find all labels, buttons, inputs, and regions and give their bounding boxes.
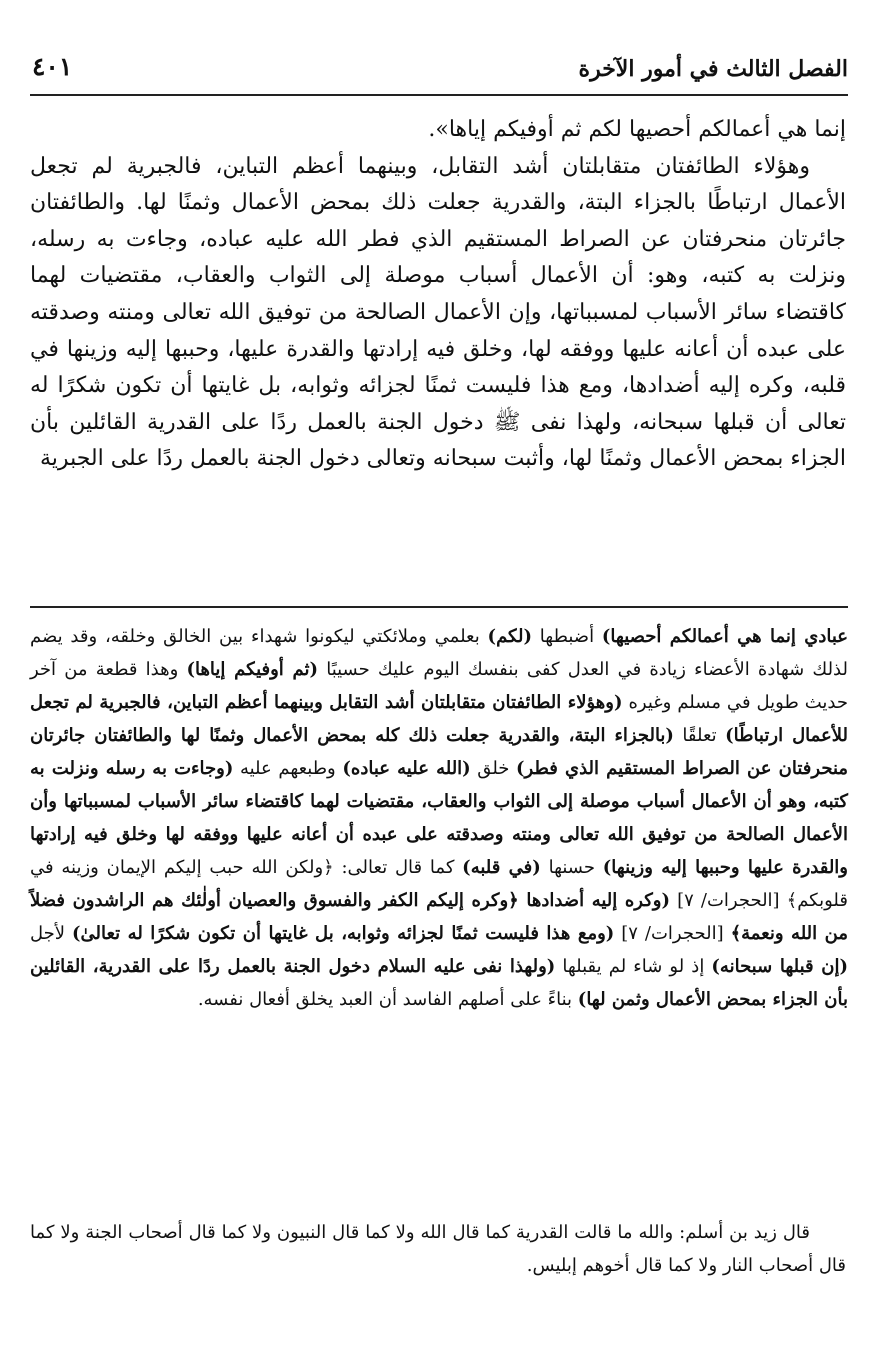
commentary-sharh-segment: [الحجرات/ ٧] — [614, 923, 731, 944]
commentary-matn-segment: (وجاءت به رسله ونزلت به كتبه، وهو أن الأعمال أسباب موصلة إلى الثواب والعقاب، مقتضيات لهما كاقتضاء سائر الأسباب لمسبباتها وأن الأعمال الصالحة من توفيق الله تعالى ومنته وصدقته على عبده أن أعانه عليها ووفقه لها وخلق فيه إرادتها والقدرة عليها وحببها إليه وزينها) — [30, 758, 848, 878]
commentary-matn-segment: (ومع هذا فليست ثمنًا لجزائه وثوابه، بل غايتها أن تكون شكرًا له تعالىٰ) — [71, 923, 615, 944]
running-header — [30, 50, 848, 90]
commentary-sharh-segment: إذ لو شاء لم يقبلها — [555, 956, 712, 977]
commentary-sharh-segment: تعلقًا — [673, 725, 726, 746]
quote-paragraph: قال زيد بن أسلم: والله ما قالت القدرية كما قال الله ولا كما قال النبيون ولا كما قال أصحاب الجنة ولا كما قال أصحاب النار ولا كما قال أخوهم إبليس. — [30, 1222, 846, 1276]
commentary-matn-segment: (ولهذا نفى عليه السلام دخول الجنة بالعمل ردًا على القدرية، القائلين بأن الجزاء بمحض الأعمال وثمن لها) — [30, 956, 848, 1010]
commentary — [30, 620, 848, 1016]
chapter-title: الفصل الثالث في أمور الآخرة — [578, 56, 848, 82]
commentary-matn-segment: (بالجزاء البتة، والقدرية جعلت ذلك كله بمحض الأعمال وثمنًا لها والطائفتان جائرتان منحرفتان عن الصراط المستقيم الذي فطر) — [30, 725, 849, 779]
page-number: ٤٠١ — [32, 52, 73, 81]
commentary-matn-segment: (في قلبه) — [462, 857, 541, 878]
commentary-paragraph — [30, 620, 848, 1016]
main-text — [30, 112, 846, 478]
commentary-matn-segment: (وهؤلاء الطائفتان متقابلتان أشد التقابل وبينهما أعظم التباين، فالجبرية لم تجعل للأعمال ارتباطًا) — [30, 692, 849, 746]
commentary-sharh-segment: حسنها — [540, 857, 603, 878]
commentary-sharh-segment: أضبطها — [531, 626, 602, 647]
footnote-rule — [30, 606, 848, 608]
commentary-sharh-segment: بناءً على أصلهم الفاسد أن العبد يخلق أفعال نفسه. — [197, 989, 578, 1010]
commentary-sharh-segment: خلق — [470, 758, 517, 779]
commentary-sharh-segment: وطبعهم عليه — [233, 758, 343, 779]
commentary-matn-segment: عبادي إنما هي أعمالكم أحصيها) — [601, 626, 848, 647]
commentary-matn-segment: (الله عليه عباده) — [342, 758, 471, 779]
commentary-sharh-segment: كما قال تعالى: ﴿ولكن الله حبب إليكم الإيمان وزينه في قلوبكم﴾ [الحجرات/ ٧] — [30, 857, 848, 911]
main-paragraph: إنما هي أعمالكم أحصيها لكم ثم أوفيكم إياها». — [428, 117, 846, 142]
commentary-matn-segment: (لكم) — [487, 626, 532, 647]
commentary-matn-segment: ﴿وكره إليكم الكفر والفسوق والعصيان أولٰئك هم الراشدون فضلاً من الله ونعمة﴾ — [30, 890, 848, 944]
commentary-sharh-segment: بعلمي وملائكتي ليكونوا شهداء بين الخالق وخلقه، وقد يضم لذلك شهادة الأعضاء زيادة في العدل كفى بنفسك اليوم عليك حسيبًا — [30, 626, 848, 680]
commentary-matn-segment: (ثم أوفيكم إياها) — [186, 659, 319, 680]
commentary-sharh-segment: وهذا قطعة من آخر حديث طويل في مسلم وغيره — [30, 659, 849, 713]
commentary-sharh-segment: لأجل — [30, 923, 72, 944]
main-paragraph: وهؤلاء الطائفتان متقابلتان أشد التقابل، وبينهما أعظم التباين، فالجبرية لم تجعل الأعمال ارتباطًا بالجزاء البتة، والقدرية جعلت ذلك بمحض الأعمال وثمنًا لها. والطائفتان جائرتان منحرفتان عن الصراط المستقيم الذي فطر الله عليه عباده، وجاءت به رسله، ونزلت به كتبه، وهو: أن الأعمال أسباب موصلة إلى الثواب والعقاب، مقتضيات لهما كاقتضاء سائر الأسباب لمسبباتها، وإن الأعمال الصالحة من توفيق الله تعالى ومنته وصدقته على عبده أن أعانه عليها ووفقه لها، وخلق فيه إرادتها والقدرة عليها، وحببها إليه وزينها في قلبه، وكره إليه أضدادها، ومع هذا فليست ثمنًا لجزائه وثوابه، بل غايتها أن تكون شكرًا له تعالى أن قبلها سبحانه، ولهذا نفى ﷺ دخول الجنة بالعمل ردًا على القدرية القائلين بأن الجزاء بمحض الأعمال وثمنًا لها، وأثبت سبحانه وتعالى دخول الجنة بالعمل ردًا على الجبرية — [30, 153, 846, 472]
header-rule — [30, 94, 848, 96]
commentary-matn-segment: (إن قبلها سبحانه) — [711, 956, 848, 977]
commentary-matn-segment: (وكره إليه أضدادها — [526, 890, 671, 911]
